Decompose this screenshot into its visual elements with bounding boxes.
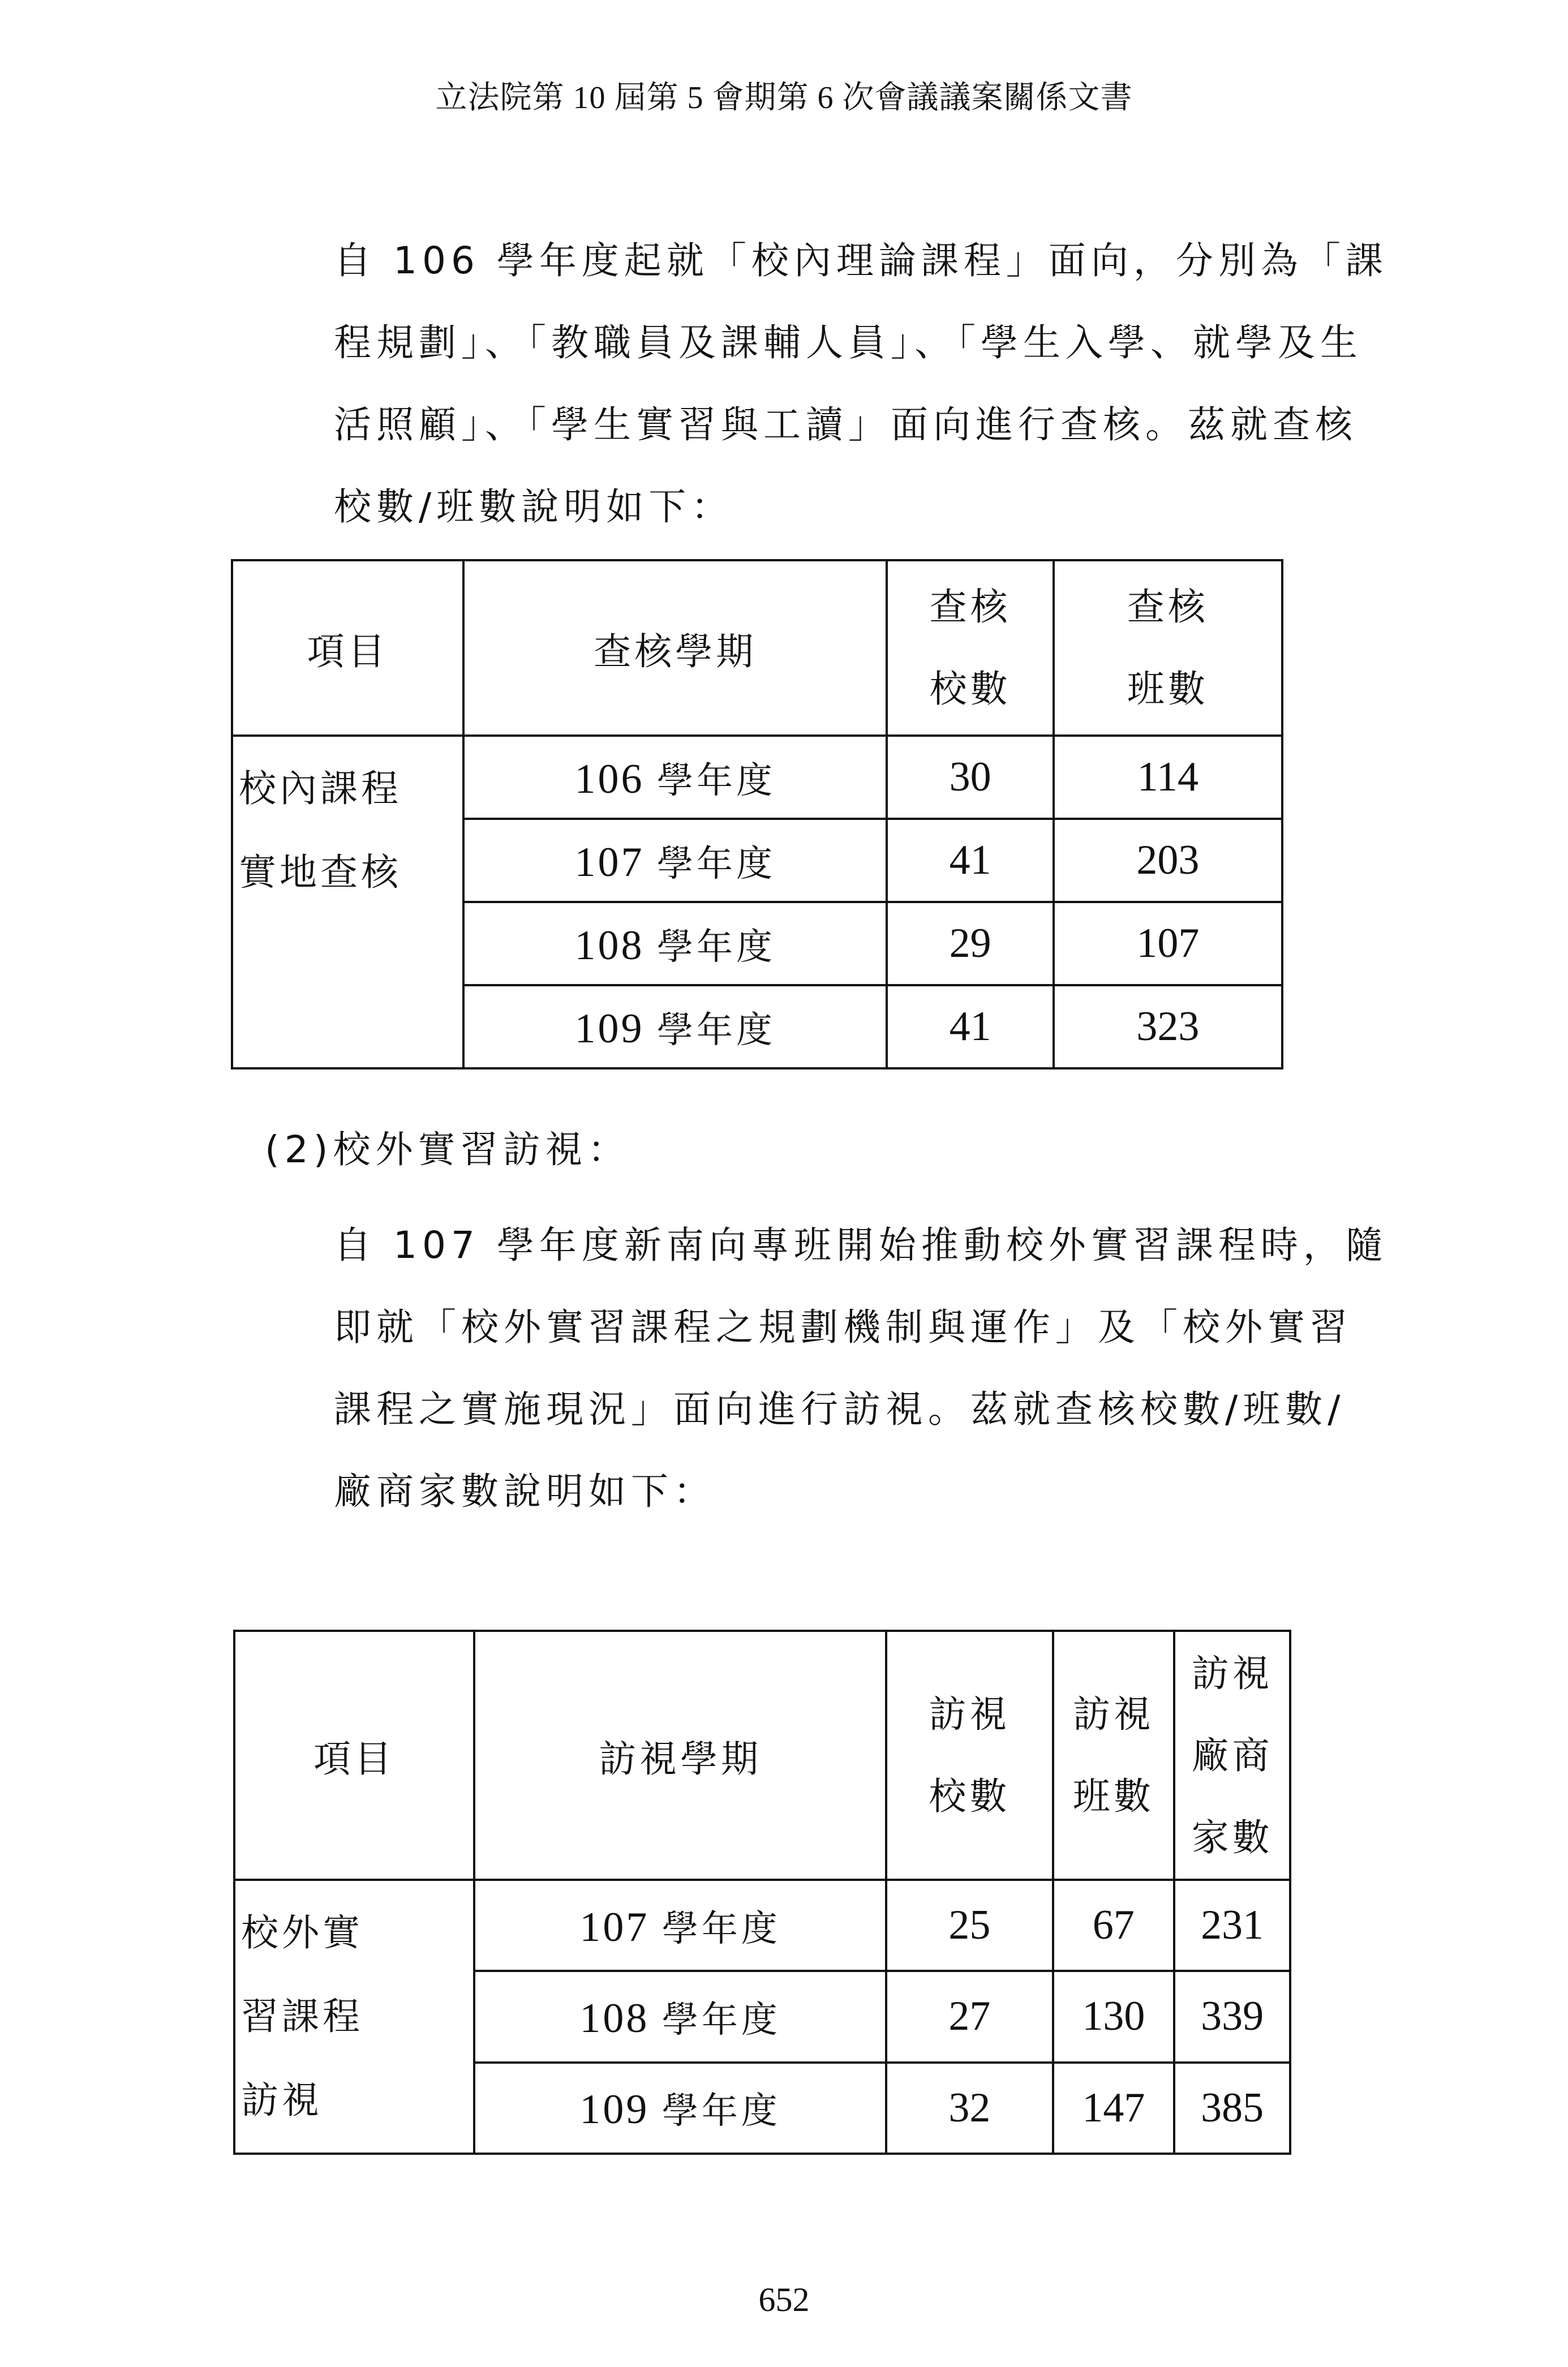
classes-cell: 147	[1053, 2063, 1175, 2154]
schools-cell: 32	[886, 2063, 1053, 2154]
header-schools	[887, 560, 1053, 736]
text-line: 課程之實施現況」面向進行訪視。茲就查核校數/班數/	[334, 1387, 1346, 1431]
header-line: 查核	[929, 585, 1011, 629]
page-number: 652	[758, 2281, 810, 2318]
vendors-cell: 339	[1174, 1971, 1290, 2062]
term-cell: 107 學年度	[474, 1880, 886, 1971]
visit-table	[233, 1630, 1291, 2155]
header-schools	[886, 1631, 1053, 1880]
header-term: 查核學期	[463, 560, 887, 736]
header-line: 訪視	[1191, 1651, 1273, 1695]
term-cell: 106 學年度	[463, 736, 887, 819]
classes-cell: 107	[1054, 902, 1282, 985]
text-line: 廠商家數說明如下：	[334, 1470, 716, 1513]
table-header-row	[232, 560, 1282, 736]
category-line: 習課程	[241, 1995, 363, 2038]
category-cell	[234, 1880, 474, 2154]
header-classes	[1053, 1631, 1175, 1880]
document-header: 立法院第 10 屆第 5 會期第 6 次會議議案關係文書	[435, 80, 1133, 115]
classes-cell: 203	[1054, 819, 1282, 902]
category-line: 實地查核	[239, 850, 402, 894]
vendors-cell: 385	[1174, 2063, 1290, 2154]
text-line: 校數/班數說明如下：	[334, 485, 734, 529]
header-item: 項目	[232, 560, 463, 736]
term-cell: 109 學年度	[474, 2063, 886, 2154]
term-cell: 108 學年度	[474, 1971, 886, 2062]
header-line: 家數	[1191, 1815, 1273, 1859]
schools-cell: 41	[887, 985, 1053, 1068]
header-line: 廠商	[1191, 1733, 1273, 1777]
header-line: 校數	[929, 1775, 1011, 1818]
header-line: 班數	[1127, 667, 1209, 711]
classes-cell: 67	[1053, 1880, 1175, 1971]
internship-paragraph	[334, 1204, 1409, 1532]
table-row	[232, 736, 1282, 819]
classes-cell: 130	[1053, 1971, 1175, 2062]
header-term: 訪視學期	[474, 1631, 886, 1880]
header-line: 校數	[929, 667, 1011, 711]
category-line: 校內課程	[239, 767, 402, 810]
header-line: 訪視	[929, 1692, 1011, 1736]
term-cell: 107 學年度	[463, 819, 887, 902]
header-line: 查核	[1127, 585, 1209, 629]
category-line: 校外實	[241, 1911, 363, 1954]
term-cell: 109 學年度	[463, 985, 887, 1068]
classes-cell: 323	[1054, 985, 1282, 1068]
schools-cell: 27	[886, 1971, 1053, 2062]
text-line: 即就「校外實習課程之規劃機制與運作」及「校外實習	[334, 1305, 1352, 1349]
header-item: 項目	[234, 1631, 474, 1880]
section-title: (2)校外實習訪視：	[265, 1128, 630, 1171]
header-line: 訪視	[1072, 1692, 1154, 1736]
vendors-cell: 231	[1174, 1880, 1290, 1971]
schools-cell: 25	[886, 1880, 1053, 1971]
classes-cell: 114	[1054, 736, 1282, 819]
header-classes	[1054, 560, 1282, 736]
category-cell	[232, 736, 463, 1068]
table-header-row	[234, 1631, 1290, 1880]
schools-cell: 30	[887, 736, 1053, 819]
text-line: 活照顧」、「學生實習與工讀」面向進行查核。茲就查核	[334, 403, 1357, 446]
category-line: 訪視	[241, 2078, 323, 2122]
schools-cell: 41	[887, 819, 1053, 902]
header-vendors	[1174, 1631, 1290, 1880]
header-line: 班數	[1072, 1775, 1154, 1818]
table-row	[234, 1880, 1290, 1971]
schools-cell: 29	[887, 902, 1053, 985]
term-cell: 108 學年度	[463, 902, 887, 985]
intro-paragraph	[334, 220, 1409, 548]
audit-table	[231, 559, 1283, 1069]
text-line: 自 106 學年度起就「校內理論課程」面向，分別為「課	[334, 239, 1388, 282]
text-line: 自 107 學年度新南向專班開始推動校外實習課程時，隨	[334, 1223, 1388, 1267]
text-line: 程規劃」、「教職員及課輔人員」、「學生入學、就學及生	[334, 321, 1363, 364]
